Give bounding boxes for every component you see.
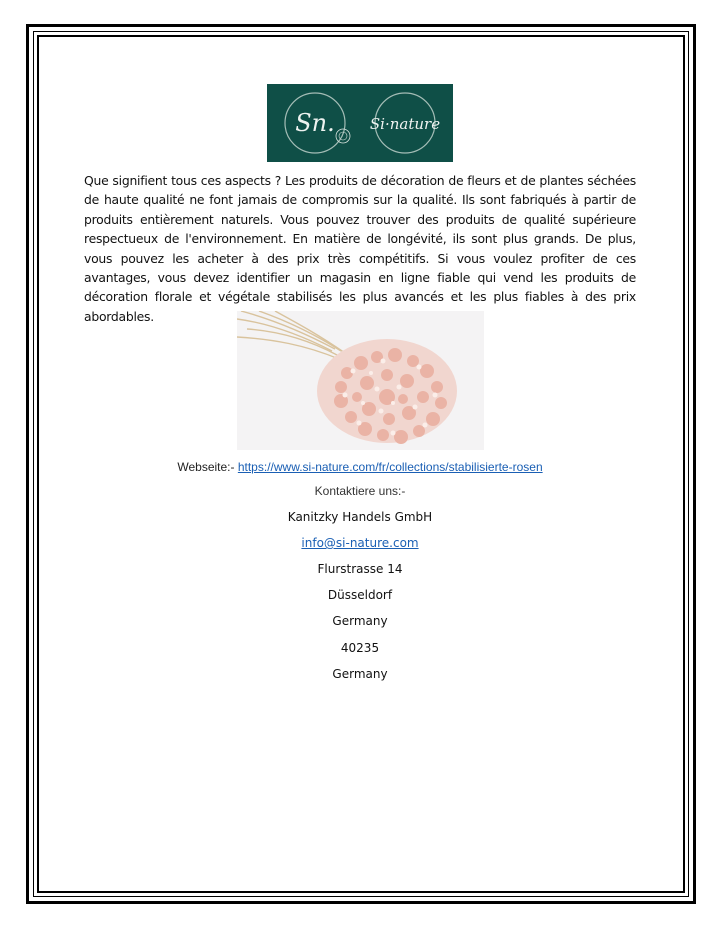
logo-right-text: Si·nature xyxy=(369,115,441,133)
country: Germany xyxy=(332,614,388,628)
dried-flower-photo xyxy=(237,311,484,450)
website-link[interactable]: https://www.si-nature.com/fr/collections/stabilisierte-rosen xyxy=(237,460,543,474)
logo-left-text: Sn. xyxy=(295,109,335,137)
country-repeat: Germany xyxy=(332,667,388,681)
city: Düsseldorf xyxy=(327,588,393,602)
si-nature-logo xyxy=(267,84,453,162)
logo-graphic xyxy=(267,84,453,162)
website-label: Webseite:- xyxy=(177,460,235,474)
email-line xyxy=(160,536,560,550)
company-name: Kanitzky Handels GmbH xyxy=(287,510,433,524)
contact-heading: Kontaktiere uns:- xyxy=(314,484,406,498)
postcode: 40235 xyxy=(340,641,380,655)
website-line xyxy=(60,460,660,474)
email-link[interactable]: info@si-nature.com xyxy=(301,536,419,550)
body-paragraph: Que signifient tous ces aspects ? Les produits de décoration de fleurs et de plantes séchées de haute qualité ne font jamais de compromis sur la qualité. Ils sont fabriqués à partir de produits entièrement naturels. Vous pouvez trouver des produits de qualité supérieure respectueux de l'environnement. En matière de longévité, ils sont plus grands. De plus, vous pouvez les acheter à des prix très compétitifs. Si vous voulez profiter de ces avantages, vous devez identifier un magasin en ligne fiable qui vend les produits de décoration florale et végétale stabilisés les plus avancés et les plus fiables à des prix abordables. xyxy=(84,173,636,324)
flower-bouquet-image xyxy=(237,311,484,450)
street-address: Flurstrasse 14 xyxy=(317,562,403,576)
